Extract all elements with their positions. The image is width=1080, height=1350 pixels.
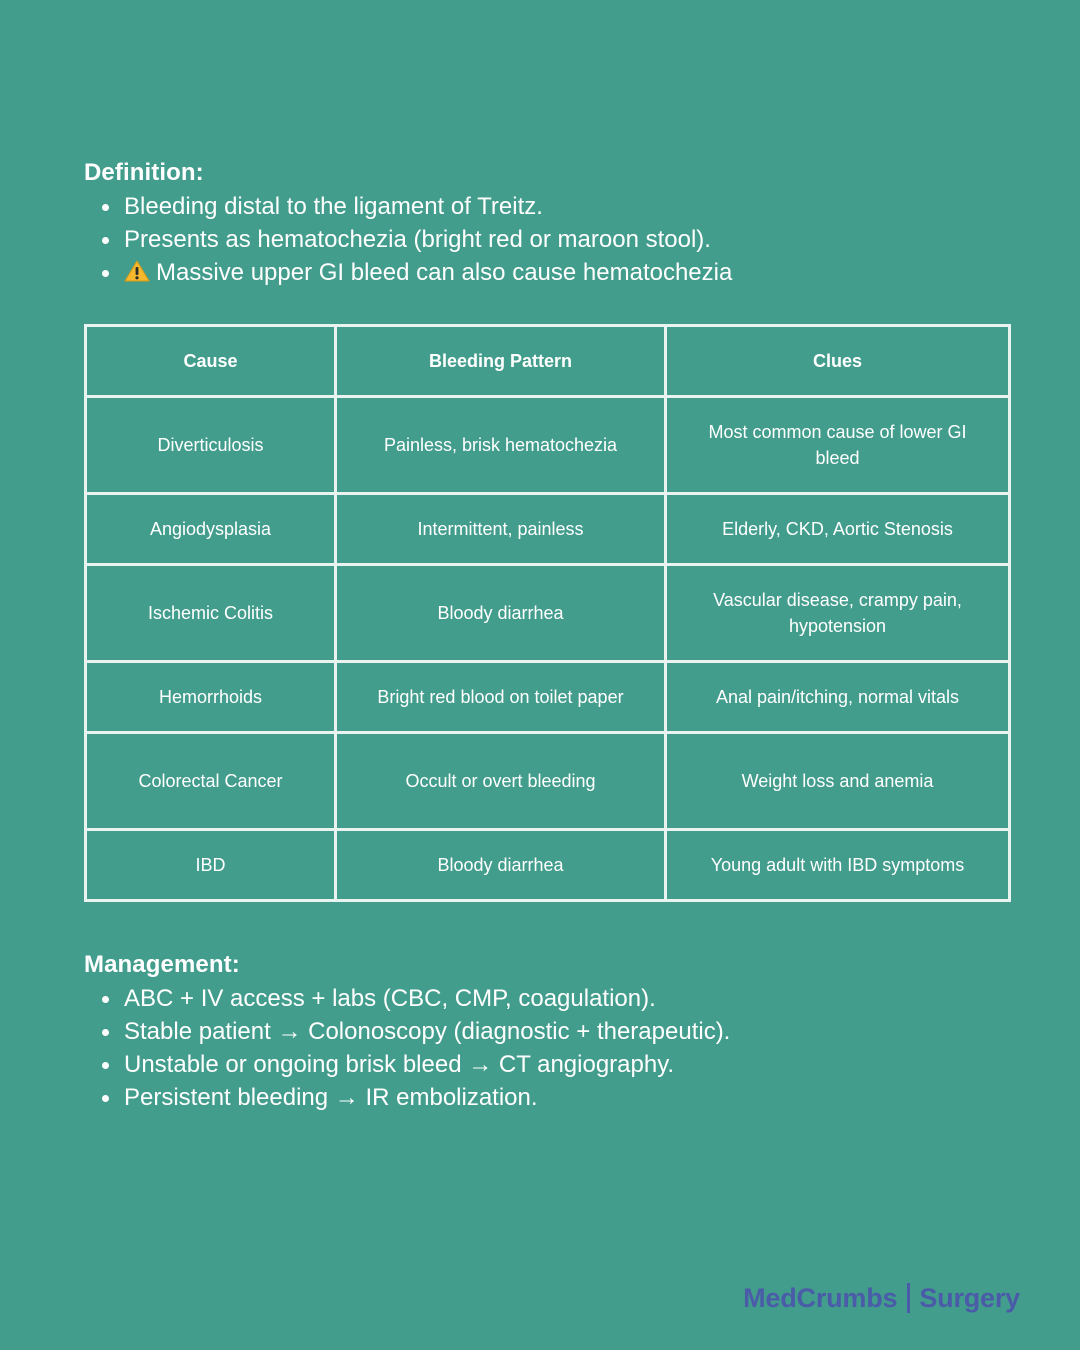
brand-divider [907,1283,910,1313]
cell-clues: Elderly, CKD, Aortic Stenosis [666,494,1010,565]
management-title: Management: [84,951,240,978]
management-bullet-3: Unstable or ongoing brisk bleed → CT angiography. [124,1051,675,1078]
cell-cause: IBD [86,830,336,901]
list-item [100,223,732,256]
warning-icon [124,260,150,282]
management-list [100,982,730,1114]
cell-cause: Ischemic Colitis [86,565,336,662]
brand-logo [743,1283,1020,1314]
cell-pattern: Painless, brisk hematochezia [336,397,666,494]
definition-bullet-2: Presents as hematochezia (bright red or maroon stool). [124,226,711,253]
definition-title: Definition: [84,159,204,186]
cell-clues: Most common cause of lower GI bleed [666,397,1010,494]
definition-bullet-1: Bleeding distal to the ligament of Treitz. [124,193,543,220]
definition-list [100,190,732,289]
list-item [100,1048,730,1081]
list-item [100,1015,730,1048]
brand-name: MedCrumbs [743,1283,898,1313]
management-bullet-4: Persistent bleeding → IR embolization. [124,1084,538,1111]
table-row [86,565,1010,662]
header-cause: Cause [86,326,336,397]
cell-pattern: Bright red blood on toilet paper [336,662,666,733]
cell-clues: Young adult with IBD symptoms [666,830,1010,901]
definition-bullet-3: Massive upper GI bleed can also cause hematochezia [156,259,733,286]
cell-cause: Colorectal Cancer [86,733,336,830]
cell-clues: Weight loss and anemia [666,733,1010,830]
list-item [100,190,732,223]
cell-cause: Hemorrhoids [86,662,336,733]
list-item [100,982,730,1015]
cell-pattern: Intermittent, painless [336,494,666,565]
cell-cause: Diverticulosis [86,397,336,494]
list-item [100,1081,730,1114]
causes-table [84,324,1011,902]
table-row [86,397,1010,494]
list-item [100,256,732,289]
table-row [86,830,1010,901]
cell-pattern: Bloody diarrhea [336,830,666,901]
cell-pattern: Bloody diarrhea [336,565,666,662]
brand-section: Surgery [919,1283,1020,1313]
table-row [86,733,1010,830]
header-clues: Clues [666,326,1010,397]
management-bullet-2: Stable patient → Colonoscopy (diagnostic + therapeutic). [124,1018,731,1045]
header-bleeding-pattern: Bleeding Pattern [336,326,666,397]
cell-cause: Angiodysplasia [86,494,336,565]
cell-clues: Vascular disease, crampy pain, hypotension [666,565,1010,662]
table-row [86,494,1010,565]
management-bullet-1: ABC + IV access + labs (CBC, CMP, coagulation). [124,985,656,1012]
cell-clues: Anal pain/itching, normal vitals [666,662,1010,733]
cell-pattern: Occult or overt bleeding [336,733,666,830]
table-row [86,662,1010,733]
